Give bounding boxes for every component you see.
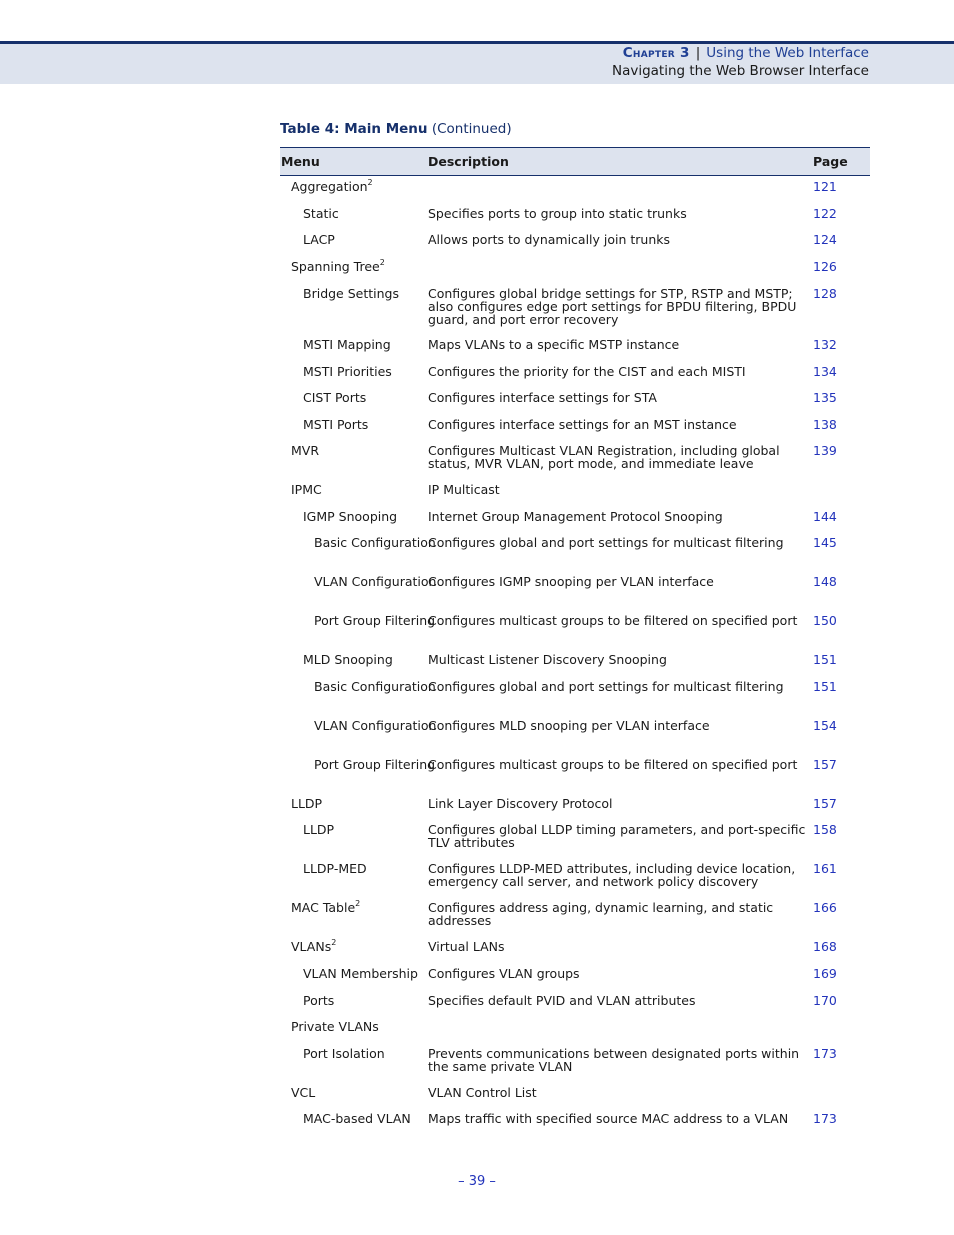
footnote-marker: 2 bbox=[367, 177, 373, 187]
menu-cell bbox=[280, 444, 435, 457]
column-header-description: Description bbox=[428, 154, 509, 169]
page-link[interactable]: 169 bbox=[813, 966, 837, 981]
menu-cell bbox=[280, 653, 447, 666]
description-cell: Maps traffic with specified source MAC address to a VLAN bbox=[428, 1111, 789, 1126]
menu-label: VLAN Configuration bbox=[314, 718, 437, 733]
page-link[interactable]: 170 bbox=[813, 993, 837, 1008]
column-header-page: Page bbox=[813, 154, 848, 169]
page-link[interactable]: 173 bbox=[813, 1046, 837, 1061]
menu-label: Basic Configuration bbox=[314, 535, 436, 550]
description-cell: Prevents communications between designated ports within the same private VLAN bbox=[428, 1046, 800, 1074]
menu-label: LLDP bbox=[291, 796, 323, 811]
menu-label: MSTI Priorities bbox=[303, 364, 392, 379]
menu-label: VLANs bbox=[291, 939, 332, 954]
page-link[interactable]: 124 bbox=[813, 232, 837, 247]
chapter-separator: | bbox=[695, 45, 701, 61]
menu-cell bbox=[280, 1086, 435, 1099]
description-cell: VLAN Control List bbox=[428, 1085, 537, 1100]
description-cell: Configures global bridge settings for STP, RSTP and MSTP; also configures edge port settings for BPDU filtering, BPDU guard, and port error recovery bbox=[428, 286, 797, 327]
table-title-suffix: (Continued) bbox=[431, 121, 512, 137]
menu-cell bbox=[280, 967, 447, 980]
description-cell: Maps VLANs to a specific MSTP instance bbox=[428, 337, 680, 352]
description-cell: Configures the priority for the CIST and each MISTI bbox=[428, 364, 746, 379]
description-cell: Configures MLD snooping per VLAN interface bbox=[428, 718, 710, 733]
menu-label: MSTI Ports bbox=[303, 417, 369, 432]
menu-label: Port Isolation bbox=[303, 1046, 385, 1061]
footnote-marker: 2 bbox=[331, 937, 337, 947]
menu-label: IPMC bbox=[291, 482, 322, 497]
menu-cell bbox=[280, 287, 447, 300]
page-link[interactable]: 144 bbox=[813, 509, 837, 524]
section-title: Navigating the Web Browser Interface bbox=[611, 63, 869, 79]
description-cell: Specifies default PVID and VLAN attributes bbox=[428, 993, 696, 1008]
menu-label: Spanning Tree bbox=[291, 259, 380, 274]
description-cell: Configures interface settings for STA bbox=[428, 390, 657, 405]
menu-label: VLAN Membership bbox=[303, 966, 418, 981]
page-link[interactable]: 154 bbox=[813, 718, 837, 733]
menu-label: MAC Table bbox=[291, 900, 356, 915]
page-link[interactable]: 132 bbox=[813, 337, 837, 352]
menu-cell bbox=[280, 177, 435, 194]
description-cell: Configures global and port settings for multicast filtering bbox=[428, 679, 784, 694]
menu-cell bbox=[280, 1047, 447, 1060]
menu-label: MVR bbox=[291, 443, 320, 458]
table-title bbox=[280, 121, 512, 137]
page-link[interactable]: 135 bbox=[813, 390, 837, 405]
page-link[interactable]: 148 bbox=[813, 574, 837, 589]
menu-label: MAC-based VLAN bbox=[303, 1111, 411, 1126]
page-link[interactable]: 161 bbox=[813, 861, 837, 876]
page-link[interactable]: 150 bbox=[813, 613, 837, 628]
page-link[interactable]: 138 bbox=[813, 417, 837, 432]
description-cell: IP Multicast bbox=[428, 482, 500, 497]
page-link[interactable]: 158 bbox=[813, 822, 837, 837]
page-link[interactable]: 151 bbox=[813, 652, 837, 667]
menu-cell bbox=[280, 207, 447, 220]
description-cell: Virtual LANs bbox=[428, 939, 505, 954]
chapter-heading bbox=[623, 45, 869, 61]
menu-label: MLD Snooping bbox=[303, 652, 393, 667]
description-cell: Multicast Listener Discovery Snooping bbox=[428, 652, 667, 667]
menu-label: IGMP Snooping bbox=[303, 509, 398, 524]
footnote-marker: 2 bbox=[355, 898, 361, 908]
menu-label: Port Group Filtering bbox=[314, 757, 436, 772]
page-link[interactable]: 122 bbox=[813, 206, 837, 221]
description-cell: Configures LLDP-MED attributes, including device location, emergency call server, and network policy discovery bbox=[428, 861, 796, 889]
menu-label: Bridge Settings bbox=[303, 286, 399, 301]
menu-label: LLDP bbox=[303, 822, 335, 837]
menu-cell bbox=[280, 797, 435, 810]
page-link[interactable]: 139 bbox=[813, 443, 837, 458]
page-link[interactable]: 157 bbox=[813, 757, 837, 772]
menu-cell bbox=[280, 233, 447, 246]
page-link[interactable]: 145 bbox=[813, 535, 837, 550]
description-cell: Configures interface settings for an MST instance bbox=[428, 417, 737, 432]
description-cell: Link Layer Discovery Protocol bbox=[428, 796, 613, 811]
menu-cell bbox=[280, 1112, 447, 1125]
description-cell: Configures IGMP snooping per VLAN interface bbox=[428, 574, 714, 589]
page-link[interactable]: 128 bbox=[813, 286, 837, 301]
description-cell: Specifies ports to group into static trunks bbox=[428, 206, 687, 221]
table-title-main: Table 4: Main Menu bbox=[280, 121, 428, 137]
menu-cell bbox=[280, 862, 447, 875]
menu-label: LACP bbox=[303, 232, 335, 247]
menu-cell bbox=[280, 1020, 435, 1033]
menu-cell bbox=[280, 365, 447, 378]
description-cell: Configures multicast groups to be filtered on specified port bbox=[428, 613, 798, 628]
footnote-marker: 2 bbox=[379, 257, 385, 267]
menu-label: Aggregation bbox=[291, 179, 368, 194]
menu-label: VLAN Configuration bbox=[314, 574, 437, 589]
page-link[interactable]: 173 bbox=[813, 1111, 837, 1126]
menu-label: Static bbox=[303, 206, 339, 221]
menu-cell bbox=[280, 418, 447, 431]
menu-cell bbox=[280, 823, 447, 836]
menu-cell bbox=[280, 510, 447, 523]
menu-label: Port Group Filtering bbox=[314, 613, 436, 628]
description-cell: Allows ports to dynamically join trunks bbox=[428, 232, 671, 247]
menu-cell bbox=[280, 257, 435, 274]
menu-cell bbox=[280, 338, 447, 351]
menu-label: LLDP-MED bbox=[303, 861, 367, 876]
menu-cell bbox=[280, 898, 435, 915]
menu-cell bbox=[280, 391, 447, 404]
page-link[interactable]: 151 bbox=[813, 679, 837, 694]
page-link[interactable]: 134 bbox=[813, 364, 837, 379]
menu-cell bbox=[280, 994, 447, 1007]
menu-cell bbox=[280, 937, 435, 954]
menu-cell bbox=[280, 483, 435, 496]
chapter-title: Using the Web Interface bbox=[706, 45, 869, 61]
description-cell: Configures global and port settings for multicast filtering bbox=[428, 535, 784, 550]
menu-label: Ports bbox=[303, 993, 335, 1008]
description-cell: Configures global LLDP timing parameters, and port-specific TLV attributes bbox=[428, 822, 806, 850]
description-cell: Configures address aging, dynamic learning, and static addresses bbox=[428, 900, 774, 928]
chapter-label: Chapter 3 bbox=[622, 45, 690, 61]
menu-label: Basic Configuration bbox=[314, 679, 436, 694]
menu-label: Private VLANs bbox=[291, 1019, 379, 1034]
description-cell: Configures VLAN groups bbox=[428, 966, 580, 981]
page-link[interactable]: 126 bbox=[813, 259, 837, 274]
menu-label: MSTI Mapping bbox=[303, 337, 391, 352]
page-link[interactable]: 166 bbox=[813, 900, 837, 915]
page-link[interactable]: 121 bbox=[813, 179, 837, 194]
menu-label: VCL bbox=[291, 1085, 316, 1100]
description-cell: Configures Multicast VLAN Registration, including global status, MVR VLAN, port mode, and immediate leave bbox=[428, 443, 780, 471]
description-cell: Configures multicast groups to be filtered on specified port bbox=[428, 757, 798, 772]
page-link[interactable]: 157 bbox=[813, 796, 837, 811]
page-number: – 39 – bbox=[458, 1174, 496, 1189]
column-header-menu: Menu bbox=[281, 154, 320, 169]
description-cell: Internet Group Management Protocol Snooping bbox=[428, 509, 723, 524]
page-link[interactable]: 168 bbox=[813, 939, 837, 954]
menu-label: CIST Ports bbox=[303, 390, 367, 405]
table-header bbox=[280, 147, 870, 176]
